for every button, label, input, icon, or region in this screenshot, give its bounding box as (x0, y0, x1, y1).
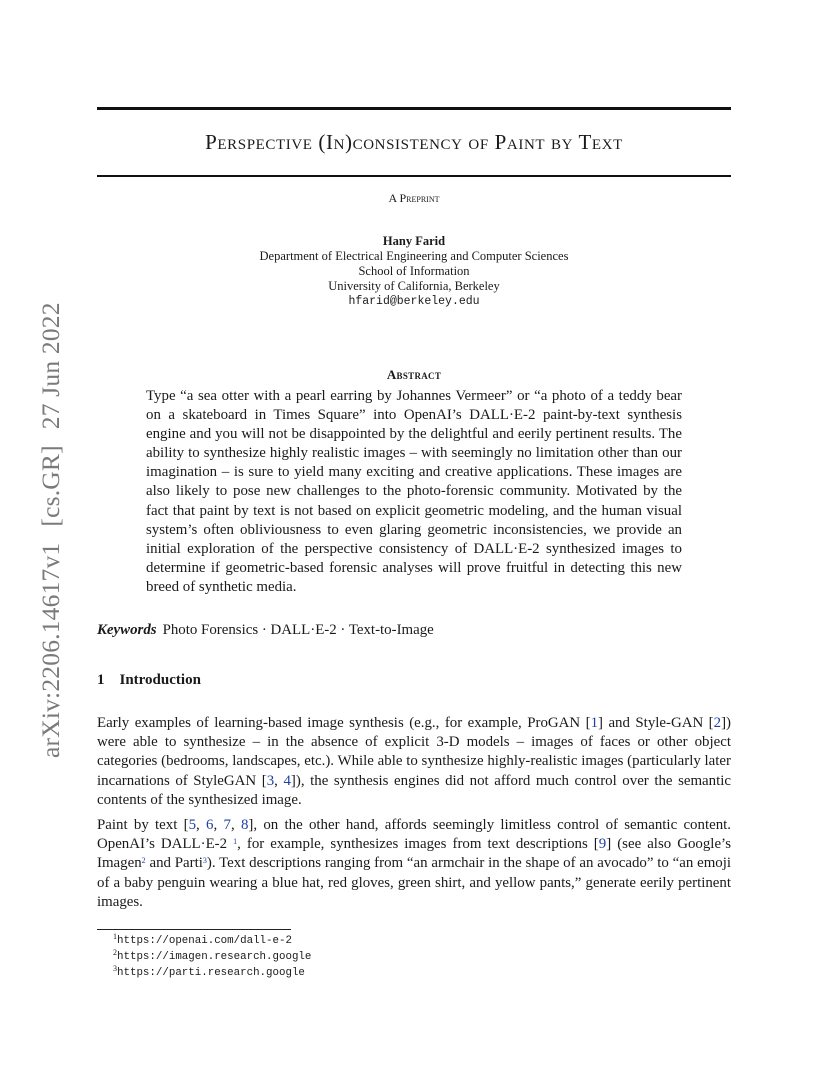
citation-link[interactable]: 4 (283, 772, 291, 789)
paragraph-text: , (196, 817, 207, 833)
citation-link[interactable]: 7 (223, 817, 231, 833)
paragraph-text: ]), the synthesis engines did not afford much control over the semantic contents of the synthesized image. (97, 772, 731, 808)
arxiv-date: 27 Jun 2022 (36, 302, 65, 430)
footnote-number: 2 (113, 948, 117, 957)
citation-link[interactable]: 8 (240, 817, 249, 833)
citation-link[interactable]: 1 (590, 715, 599, 731)
footnote-number: 1 (113, 932, 117, 941)
citation-link[interactable]: 5 (188, 817, 197, 833)
arxiv-id: arXiv:2206.14617v1 (36, 542, 65, 758)
arxiv-sidebar-stamp (36, 302, 66, 758)
abstract-text: Type “a sea otter with a pearl earring by Johannes Vermeer” or “a photo of a teddy bear on a skateboard in Times Square” into OpenAI’s DALL·E-2 paint-by-text synthesis engine and you will not be disappointed by the delightful and eerily pertinent results. The ability to synthesize highly realistic images – with seemingly no limitation other than our imagination – is sure to yield many exciting and creative applications. These images are also likely to pose new challenges to the photo-forensic community. Motivated by the fact that paint by text is not based on explicit geometric modeling, and the human visual system’s often obliviousness to even glaring geometric inconsistencies, we provide an initial exploration of the perspective consistency of DALL·E-2 synthesized images to determine if geometric-based forensic analyses will prove fruitful in detecting this new breed of synthetic media. (146, 388, 682, 595)
paper-title: Perspective (In)consistency of Paint by Text (205, 130, 623, 154)
footnote-link[interactable]: https://openai.com/dall-e-2 (117, 935, 292, 947)
footnotes (113, 933, 311, 981)
footnote-item (113, 949, 311, 965)
footnote-rule (97, 929, 291, 930)
preprint-label: A Preprint (388, 191, 440, 205)
paragraph-text: ] (see also Google’s Imagen (97, 836, 731, 872)
citation-link[interactable]: 9 (598, 836, 607, 853)
footnote-link[interactable]: https://parti.research.google (117, 967, 305, 979)
paragraph-text: ]) were able to synthesize – in the absence of explicit 3-D models – images of faces or other object categories (bedrooms, landscapes, etc.). While able to synthesize highly-realistic images (particularly later incarnations of StyleGAN [ (97, 715, 732, 789)
paragraph-text: ], on the other hand, affords seemingly limitless control of semantic content. OpenAI’s DALL·E-2 (97, 817, 731, 853)
paragraph-text: ). Text descriptions ranging from “an armchair in the shape of an avocado” to “an emoji of a baby penguin wearing a blue hat, red gloves, green shirt, and yellow pants,” generate eerily pertinent images. (97, 855, 731, 910)
footnote-number: 3 (113, 964, 117, 973)
title-top-rule (97, 107, 731, 110)
section-title: Introduction (119, 672, 201, 688)
paragraph-text: , for example, synthesizes images from text descriptions [ (237, 836, 599, 853)
abstract-heading: Abstract (386, 367, 442, 382)
affiliation-line: University of California, Berkeley (328, 279, 500, 293)
footnote-item (113, 933, 311, 949)
footnote-marker[interactable]: 1 (233, 837, 238, 847)
intro-paragraph (97, 816, 731, 912)
affiliation-line: Department of Electrical Engineering and Computer Sciences (259, 249, 569, 263)
paragraph-text: and Parti (145, 855, 203, 872)
footnote-marker[interactable]: 2 (141, 856, 146, 866)
author-block (97, 234, 731, 309)
author-name: Hany Farid (382, 234, 446, 248)
title-bottom-rule (97, 175, 731, 177)
footnote-marker[interactable]: 3 (202, 856, 207, 866)
section-heading (97, 672, 201, 689)
paragraph-text: , (230, 817, 241, 833)
citation-link[interactable]: 3 (266, 772, 275, 789)
paragraph-text: , (213, 817, 224, 833)
paragraph-text: , (274, 772, 284, 789)
paragraph-text: Paint by text [ (97, 817, 189, 833)
intro-paragraph (97, 714, 731, 810)
author-email[interactable]: hfarid@berkeley.edu (348, 295, 480, 308)
keywords-line (97, 622, 434, 639)
keywords-text: Photo Forensics · DALL·E-2 · Text-to-Image (162, 622, 434, 638)
paragraph-text: Early examples of learning-based image synthesis (e.g., for example, ProGAN [ (97, 715, 591, 731)
section-number: 1 (97, 672, 105, 688)
arxiv-category: [cs.GR] (36, 445, 65, 527)
paragraph-text: ] and Style-GAN [ (598, 715, 714, 731)
citation-link[interactable]: 2 (713, 715, 722, 731)
affiliation-line: School of Information (358, 264, 470, 278)
footnote-item (113, 965, 311, 981)
footnote-link[interactable]: https://imagen.research.google (117, 951, 312, 963)
citation-link[interactable]: 6 (206, 817, 214, 833)
keywords-label: Keywords (97, 622, 157, 638)
